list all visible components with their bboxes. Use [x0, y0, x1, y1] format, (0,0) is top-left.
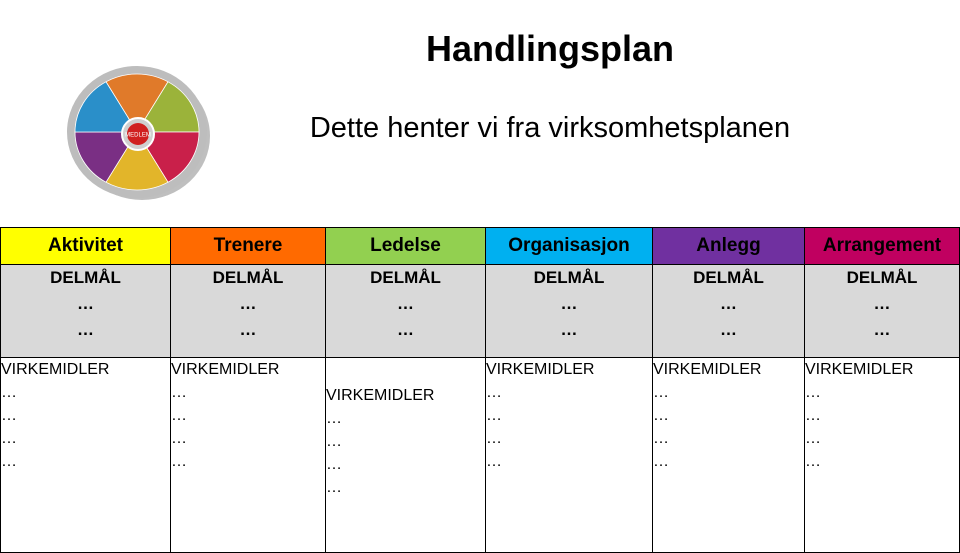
goal-cell: DELMÅL … …	[805, 265, 960, 358]
page-title: Handlingsplan	[425, 28, 674, 69]
col-header-organisasjon: Organisasjon	[486, 228, 653, 265]
means-cell: VIRKEMIDLER … … … …	[326, 358, 486, 553]
category-header-row	[1, 228, 960, 265]
means-cell: VIRKEMIDLER … … … …	[486, 358, 653, 553]
col-header-anlegg: Anlegg	[653, 228, 805, 265]
means-cell: VIRKEMIDLER … … … …	[171, 358, 326, 553]
action-plan-table	[0, 227, 960, 553]
goal-cell: DELMÅL … …	[1, 265, 171, 358]
means-cell: VIRKEMIDLER … … … …	[653, 358, 805, 553]
col-header-trenere: Trenere	[171, 228, 326, 265]
col-header-arrangement: Arrangement	[805, 228, 960, 265]
means-cell: VIRKEMIDLER … … … …	[805, 358, 960, 553]
page-subtitle: Dette henter vi fra virksomhetsplanen	[309, 112, 791, 144]
col-header-ledelse: Ledelse	[326, 228, 486, 265]
goal-cell: DELMÅL … …	[653, 265, 805, 358]
goal-cell: DELMÅL … …	[171, 265, 326, 358]
col-header-aktivitet: Aktivitet	[1, 228, 171, 265]
goal-cell: DELMÅL … …	[486, 265, 653, 358]
means-row	[1, 358, 960, 553]
wheel-center-label: MEDLEM	[125, 132, 151, 139]
means-cell: VIRKEMIDLER … … … …	[1, 358, 171, 553]
goal-cell: DELMÅL … …	[326, 265, 486, 358]
wheel-logo	[64, 62, 212, 202]
goals-row	[1, 265, 960, 358]
